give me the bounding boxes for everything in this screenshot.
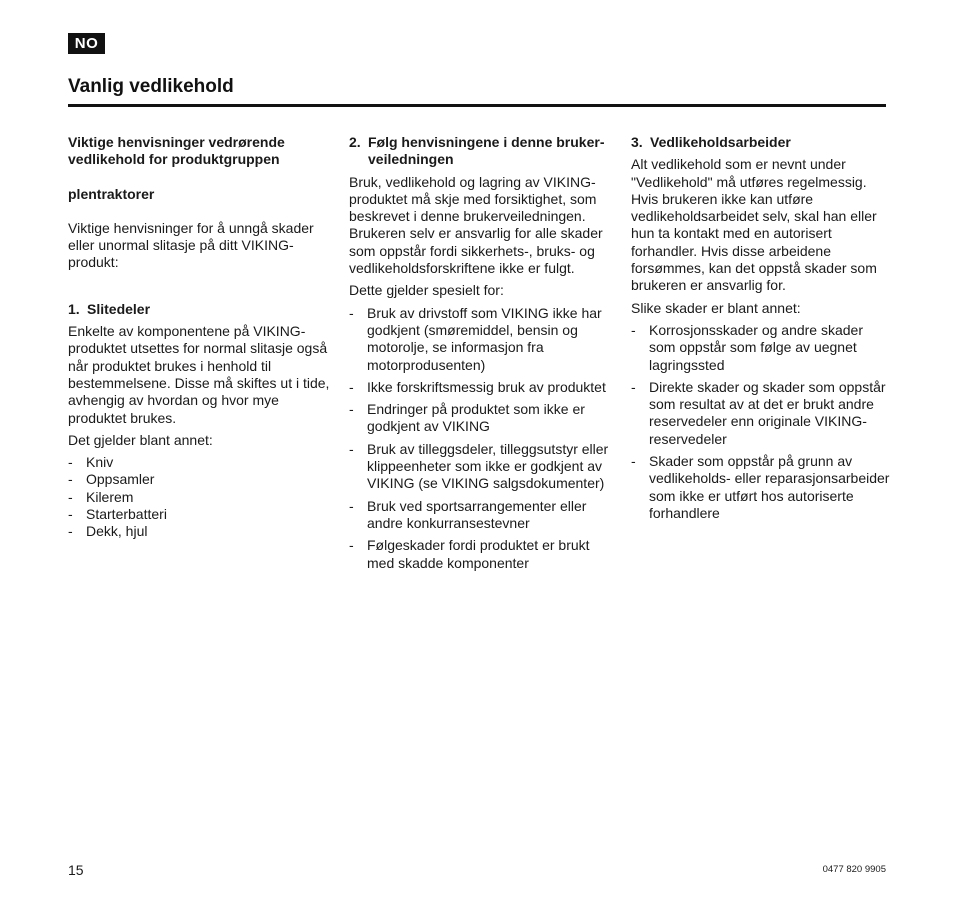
list-item: - Følgeskader fordi produktet er brukt med skadde komponenter xyxy=(349,537,590,571)
section-3-list xyxy=(631,322,893,522)
section-1-list xyxy=(68,454,330,540)
list-item: - Direkte skader og skader som oppstår som resultat av at det er brukt andre reservedeler enn originale VIKING-reservedeler xyxy=(631,378,886,447)
section-2-number: 2. xyxy=(349,134,361,150)
section-1-body: Enkelte av komponentene på VIKING-produktet utsettes for normal slitasje også når produktet brukes i henhold til bestemmelsene. Disse må skiftes ut i tide, avhengig av hvordan og hvor mye produktet brukes. xyxy=(68,323,330,426)
section-3-title: Vedlikeholdsarbeider xyxy=(650,134,791,150)
list-item: - Bruk av tilleggsdeler, tilleggsutstyr eller klippeenheter som ikke er godkjent av VIKING (se VIKING salgsdokumenter) xyxy=(349,440,609,492)
section-2-title: Følg henvisningene i denne brukerveiledningen xyxy=(368,134,605,168)
list-item: - Starterbatteri xyxy=(68,506,167,523)
list-item: - Korrosjonsskader og andre skader som oppstår som følge av uegnet lagringssted xyxy=(631,321,864,373)
list-item: - Kilerem xyxy=(68,488,134,505)
list-item: - Bruk ved sportsarrangementer eller andre konkurransestevner xyxy=(349,497,587,531)
section-2-list xyxy=(349,305,611,572)
intro-heading: Viktige henvisninger vedrørende vedlikehold for produktgruppen xyxy=(68,134,285,168)
section-1-lead: Det gjelder blant annet: xyxy=(68,431,213,448)
section-3-lead: Slike skader er blant annet: xyxy=(631,299,801,316)
product-group: plentraktorer xyxy=(68,185,155,202)
column-1 xyxy=(68,134,330,541)
list-item: - Skader som oppstår på grunn av vedlikeholds- eller reparasjonsarbeider som ikke er utført hos autoriserte forhandlere xyxy=(631,453,890,521)
section-1-heading xyxy=(68,301,330,318)
page-number: 15 xyxy=(68,862,84,878)
section-2-heading xyxy=(349,134,611,169)
language-badge: NO xyxy=(68,33,105,54)
document-code: 0477 820 9905 xyxy=(822,864,886,875)
list-item: - Kniv xyxy=(68,454,114,471)
section-1-number: 1. xyxy=(68,300,80,317)
list-item: - Dekk, hjul xyxy=(68,523,148,540)
section-1-title: Slitedeler xyxy=(87,300,151,317)
page-title: Vanlig vedlikehold xyxy=(68,76,234,97)
section-3-number: 3. xyxy=(631,134,643,150)
column-3 xyxy=(631,134,893,522)
section-2-lead: Dette gjelder spesielt for: xyxy=(349,282,504,299)
list-item: - Ikke forskriftsmessig bruk av produktet xyxy=(349,378,606,395)
section-3-body: Alt vedlikehold som er nevnt under "Vedlikehold" må utføres regelmessig. Hvis brukeren ikke kan utføre vedlikeholdsarbeidet selv, skal han eller hun ta kontakt med en autorisert forhandler. Hvis disse arbeidene forsømmes, kan det oppstå skader som brukeren er ansvarlig for. xyxy=(631,156,877,294)
title-divider xyxy=(68,104,886,107)
list-item: - Oppsamler xyxy=(68,471,155,488)
list-item: - Bruk av drivstoff som VIKING ikke har godkjent (smøremiddel, bensin og motorolje, se informasjon fra motorprodusenten) xyxy=(349,304,602,373)
column-2 xyxy=(349,134,611,572)
section-2-body: Bruk, vedlikehold og lagring av VIKING-produktet må skje med forsiktighet, som beskrevet i denne brukerveiledningen. Brukeren selv er ansvarlig for alle skader som oppstår fordi sikkerhets-, bruks- og vedlikeholdsforskriftene ikke er fulgt. xyxy=(349,173,603,277)
list-item: - Endringer på produktet som ikke er godkjent av VIKING xyxy=(349,401,585,435)
section-3-heading xyxy=(631,134,893,151)
intro-text: Viktige henvisninger for å unngå skader eller unormal slitasje på ditt VIKING-produkt: xyxy=(68,219,314,271)
